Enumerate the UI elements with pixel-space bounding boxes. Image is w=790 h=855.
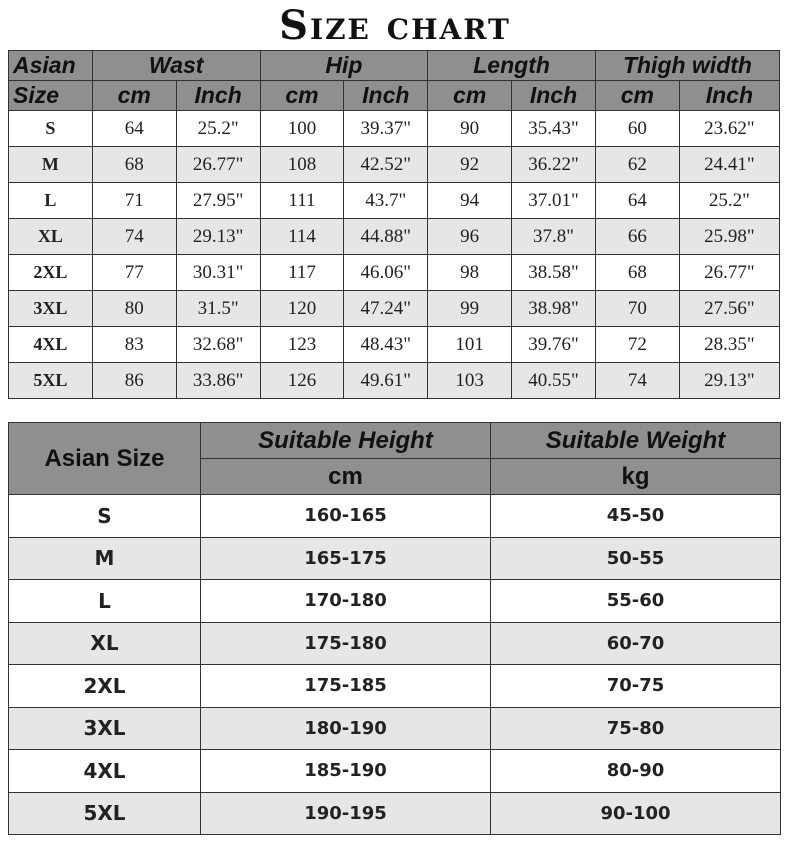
value-cell: 74 <box>595 363 679 399</box>
weight-header: Suitable Weight <box>491 423 781 459</box>
value-cell: 80 <box>92 291 176 327</box>
size-cell: M <box>9 537 201 580</box>
value-cell: 71 <box>92 183 176 219</box>
group-header-hip: Hip <box>260 51 428 81</box>
size-header-top: Asian <box>9 51 93 81</box>
table-row <box>9 580 781 623</box>
value-cell: 25.98" <box>679 219 779 255</box>
value-cell: 25.2" <box>176 111 260 147</box>
value-cell: 101 <box>428 327 512 363</box>
value-cell: 114 <box>260 219 344 255</box>
size-cell: 3XL <box>9 707 201 750</box>
measurement-table <box>8 50 780 399</box>
table-row <box>9 255 780 291</box>
height-cell: 185-190 <box>201 750 491 793</box>
value-cell: 33.86" <box>176 363 260 399</box>
height-cell: 170-180 <box>201 580 491 623</box>
size-cell: 4XL <box>9 327 93 363</box>
size-cell: S <box>9 495 201 538</box>
height-cell: 190-195 <box>201 792 491 835</box>
value-cell: 27.56" <box>679 291 779 327</box>
unit-header: Inch <box>176 81 260 111</box>
fit-size-header: Asian Size <box>9 423 201 495</box>
table-row <box>9 707 781 750</box>
unit-header: Inch <box>679 81 779 111</box>
value-cell: 40.55" <box>512 363 596 399</box>
value-cell: 47.24" <box>344 291 428 327</box>
table-row <box>9 495 781 538</box>
value-cell: 29.13" <box>176 219 260 255</box>
table-row <box>9 363 780 399</box>
page-title: Size chart <box>279 2 511 49</box>
weight-cell: 45-50 <box>491 495 781 538</box>
unit-header: cm <box>92 81 176 111</box>
table-row <box>9 219 780 255</box>
table-row <box>9 750 781 793</box>
value-cell: 49.61" <box>344 363 428 399</box>
unit-header: cm <box>260 81 344 111</box>
value-cell: 46.06" <box>344 255 428 291</box>
value-cell: 42.52" <box>344 147 428 183</box>
size-cell: L <box>9 580 201 623</box>
weight-unit-header: kg <box>491 459 781 495</box>
value-cell: 94 <box>428 183 512 219</box>
value-cell: 26.77" <box>176 147 260 183</box>
height-cell: 175-180 <box>201 622 491 665</box>
table-row <box>9 622 781 665</box>
size-cell: 2XL <box>9 665 201 708</box>
value-cell: 64 <box>595 183 679 219</box>
value-cell: 68 <box>595 255 679 291</box>
weight-cell: 90-100 <box>491 792 781 835</box>
value-cell: 39.37" <box>344 111 428 147</box>
value-cell: 92 <box>428 147 512 183</box>
size-cell: 3XL <box>9 291 93 327</box>
table-row <box>9 291 780 327</box>
value-cell: 77 <box>92 255 176 291</box>
size-cell: XL <box>9 219 93 255</box>
value-cell: 26.77" <box>679 255 779 291</box>
value-cell: 99 <box>428 291 512 327</box>
value-cell: 72 <box>595 327 679 363</box>
table-row <box>9 183 780 219</box>
weight-cell: 70-75 <box>491 665 781 708</box>
value-cell: 66 <box>595 219 679 255</box>
value-cell: 39.76" <box>512 327 596 363</box>
value-cell: 30.31" <box>176 255 260 291</box>
value-cell: 68 <box>92 147 176 183</box>
unit-header: cm <box>428 81 512 111</box>
value-cell: 108 <box>260 147 344 183</box>
weight-cell: 75-80 <box>491 707 781 750</box>
size-cell: S <box>9 111 93 147</box>
height-cell: 180-190 <box>201 707 491 750</box>
value-cell: 32.68" <box>176 327 260 363</box>
value-cell: 37.8" <box>512 219 596 255</box>
size-cell: 2XL <box>9 255 93 291</box>
size-header-bottom: Size <box>9 81 93 111</box>
value-cell: 83 <box>92 327 176 363</box>
value-cell: 100 <box>260 111 344 147</box>
group-header-thigh-width: Thigh width <box>595 51 779 81</box>
value-cell: 28.35" <box>679 327 779 363</box>
table-row <box>9 537 781 580</box>
table-row <box>9 147 780 183</box>
size-cell: 5XL <box>9 792 201 835</box>
value-cell: 86 <box>92 363 176 399</box>
value-cell: 48.43" <box>344 327 428 363</box>
size-cell: XL <box>9 622 201 665</box>
height-unit-header: cm <box>201 459 491 495</box>
value-cell: 43.7" <box>344 183 428 219</box>
unit-header: Inch <box>344 81 428 111</box>
value-cell: 126 <box>260 363 344 399</box>
height-cell: 175-185 <box>201 665 491 708</box>
size-cell: M <box>9 147 93 183</box>
weight-cell: 55-60 <box>491 580 781 623</box>
size-cell: 5XL <box>9 363 93 399</box>
weight-cell: 80-90 <box>491 750 781 793</box>
height-cell: 160-165 <box>201 495 491 538</box>
fit-table <box>8 422 781 835</box>
unit-header: Inch <box>512 81 596 111</box>
value-cell: 37.01" <box>512 183 596 219</box>
unit-header: cm <box>595 81 679 111</box>
table-row <box>9 327 780 363</box>
value-cell: 23.62" <box>679 111 779 147</box>
value-cell: 60 <box>595 111 679 147</box>
value-cell: 90 <box>428 111 512 147</box>
value-cell: 27.95" <box>176 183 260 219</box>
value-cell: 103 <box>428 363 512 399</box>
value-cell: 64 <box>92 111 176 147</box>
height-cell: 165-175 <box>201 537 491 580</box>
value-cell: 123 <box>260 327 344 363</box>
table-row <box>9 792 781 835</box>
size-cell: 4XL <box>9 750 201 793</box>
value-cell: 117 <box>260 255 344 291</box>
value-cell: 35.43" <box>512 111 596 147</box>
value-cell: 38.58" <box>512 255 596 291</box>
value-cell: 98 <box>428 255 512 291</box>
height-header: Suitable Height <box>201 423 491 459</box>
group-header-waist: Wast <box>92 51 260 81</box>
value-cell: 25.2" <box>679 183 779 219</box>
group-header-length: Length <box>428 51 596 81</box>
weight-cell: 50-55 <box>491 537 781 580</box>
table-row <box>9 111 780 147</box>
table-row <box>9 665 781 708</box>
value-cell: 36.22" <box>512 147 596 183</box>
value-cell: 70 <box>595 291 679 327</box>
value-cell: 44.88" <box>344 219 428 255</box>
weight-cell: 60-70 <box>491 622 781 665</box>
value-cell: 96 <box>428 219 512 255</box>
value-cell: 62 <box>595 147 679 183</box>
value-cell: 120 <box>260 291 344 327</box>
value-cell: 38.98" <box>512 291 596 327</box>
value-cell: 24.41" <box>679 147 779 183</box>
value-cell: 31.5" <box>176 291 260 327</box>
value-cell: 74 <box>92 219 176 255</box>
value-cell: 29.13" <box>679 363 779 399</box>
size-cell: L <box>9 183 93 219</box>
value-cell: 111 <box>260 183 344 219</box>
